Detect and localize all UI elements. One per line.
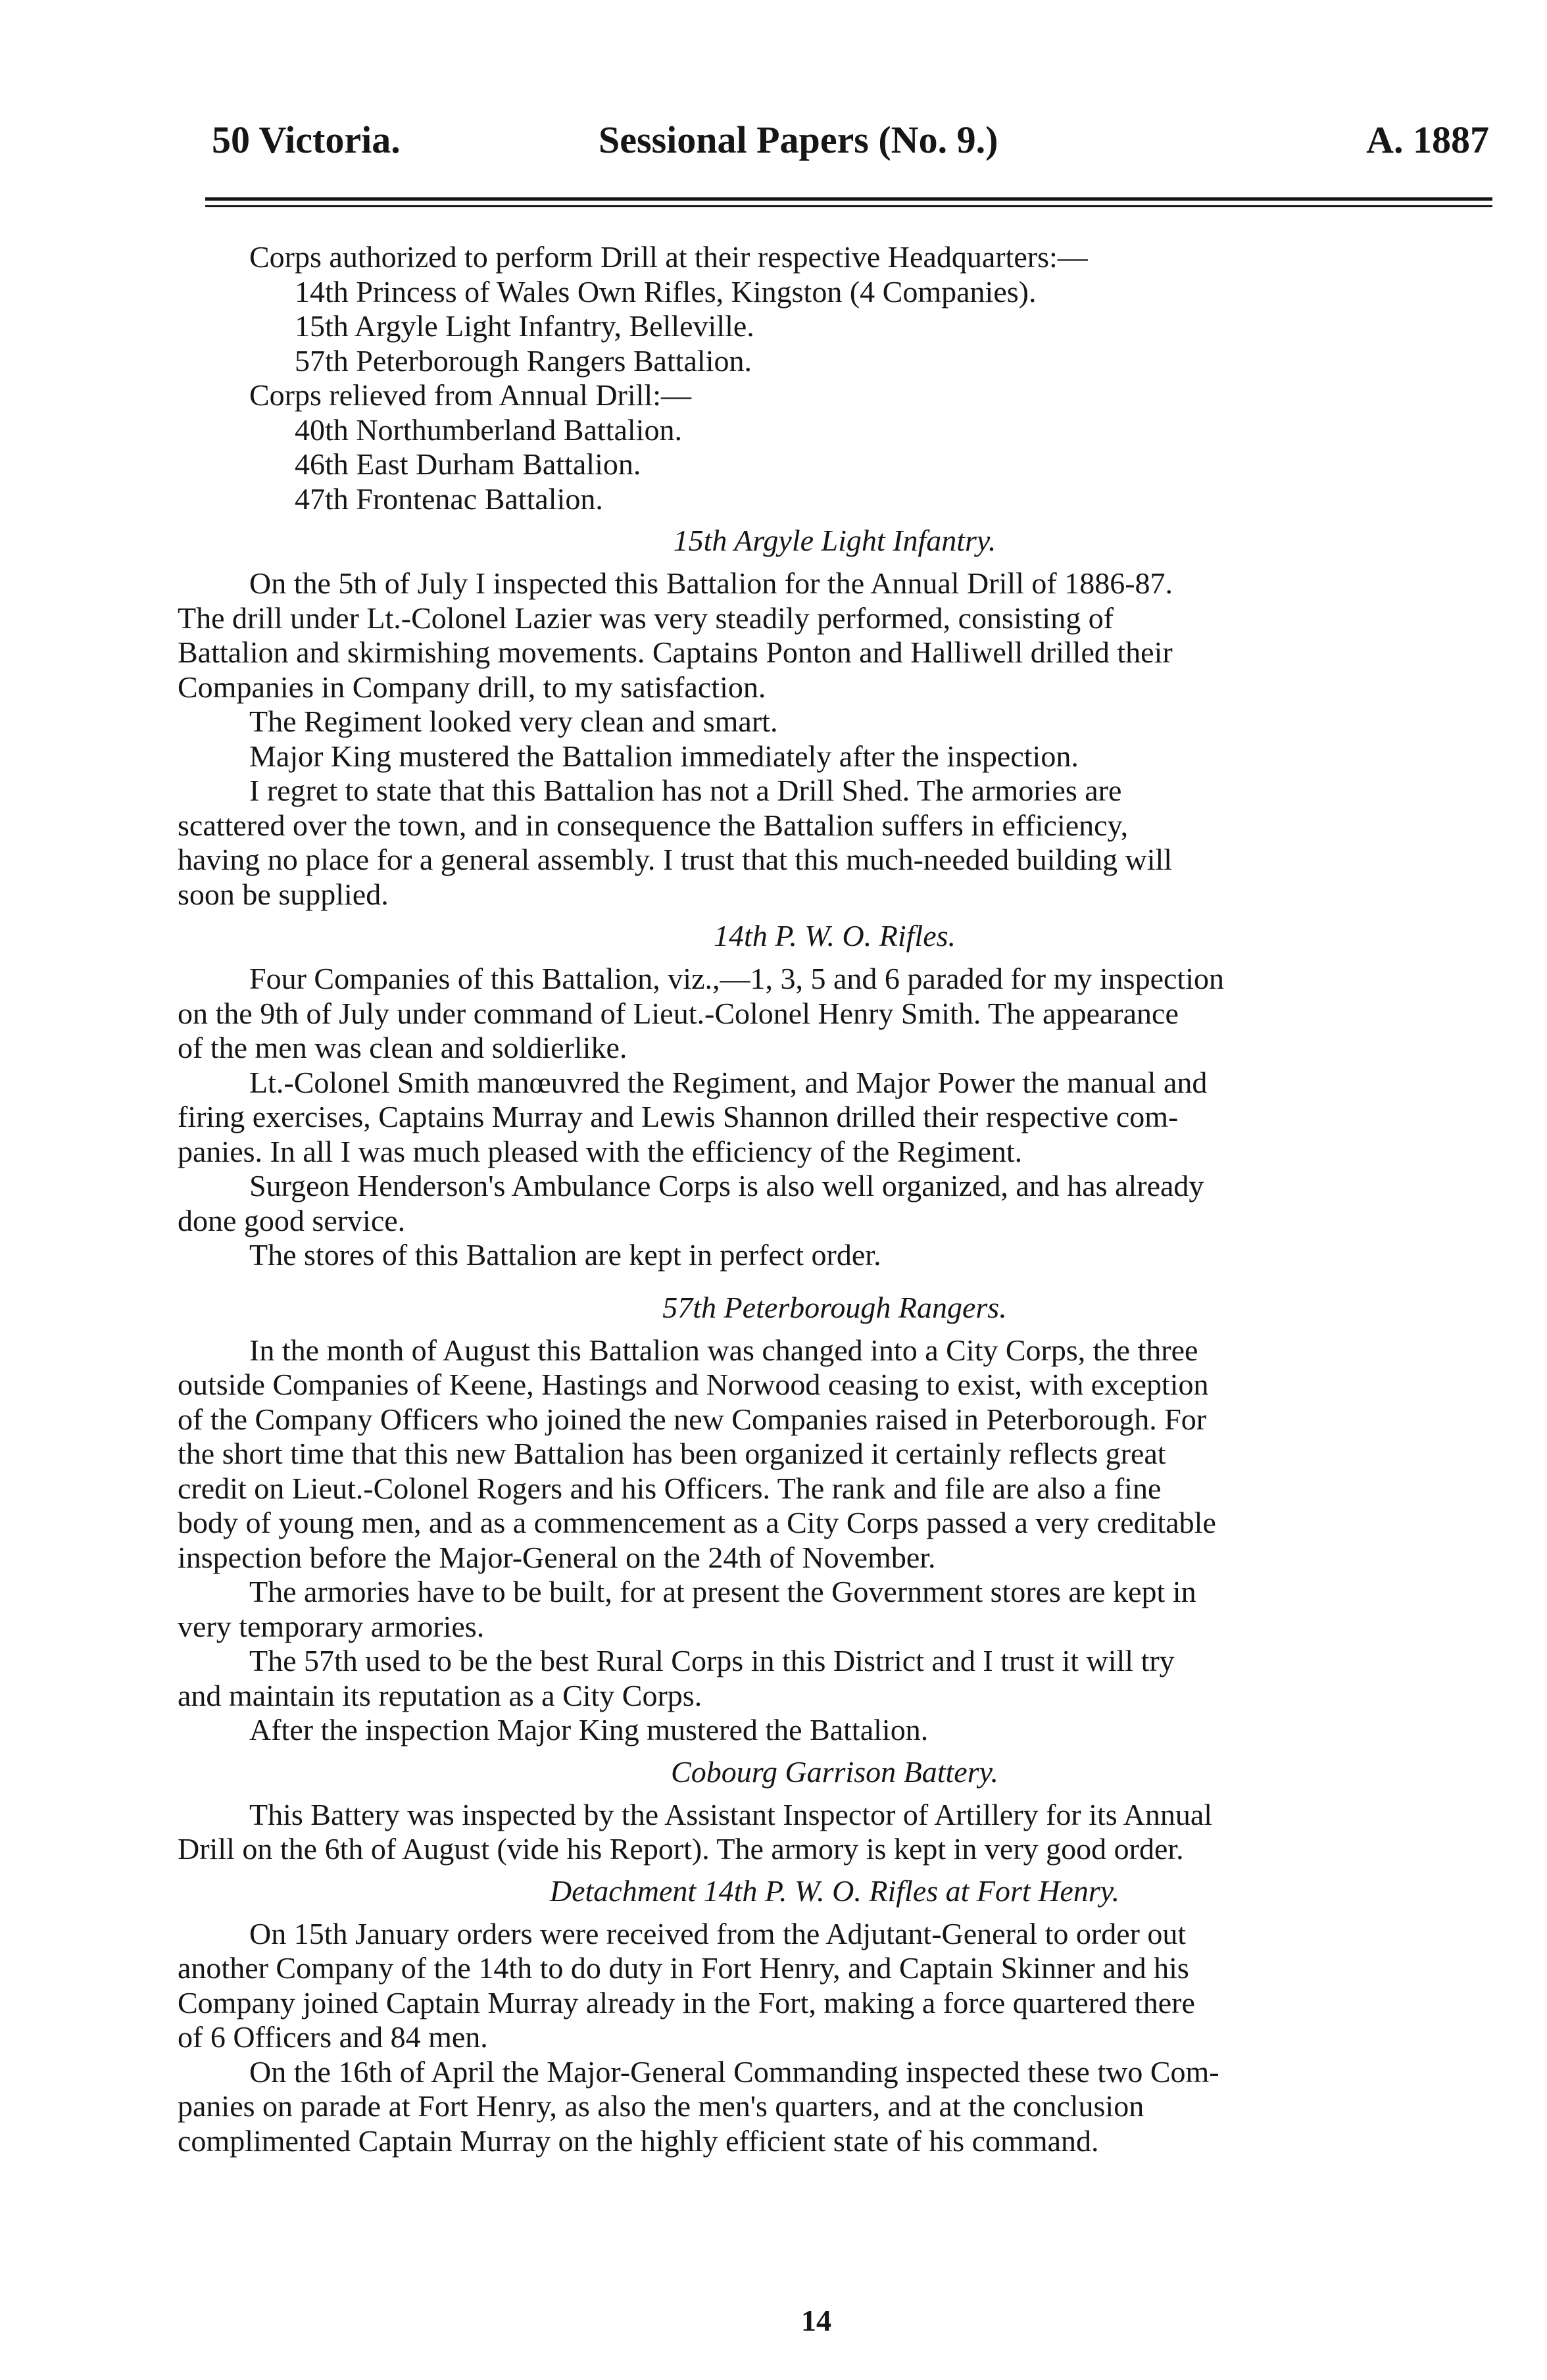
corps-authorized-intro: Corps authorized to perform Drill at their respective Headquarters:—	[249, 240, 1088, 274]
section-heading-57th-peterborough: 57th Peterborough Rangers.	[662, 1290, 1007, 1324]
text-line: of the Company Officers who joined the new Companies raised in Peterborough. For	[178, 1402, 1207, 1436]
text-line: This Battery was inspected by the Assistant Inspector of Artillery for its Annual	[249, 1797, 1213, 1831]
corps-list-item: 15th Argyle Light Infantry, Belleville.	[295, 309, 754, 343]
corps-list-item: 14th Princess of Wales Own Rifles, Kingston (4 Companies).	[295, 274, 1037, 309]
text-line: of the men was clean and soldierlike.	[178, 1031, 627, 1064]
text-line: Company joined Captain Murray already in the Fort, making a force quartered there	[178, 1985, 1195, 2020]
text-line: complimented Captain Murray on the highly efficient state of his command.	[178, 2123, 1099, 2158]
text-line: done good service.	[178, 1203, 406, 1237]
text-line: The Regiment looked very clean and smart.	[249, 705, 778, 738]
section-heading-14th-pwo: 14th P. W. O. Rifles.	[713, 919, 956, 953]
text-line: scattered over the town, and in consequence the Battalion suffers in efficiency,	[178, 808, 1129, 842]
text-line: another Company of the 14th to do duty in Fort Henry, and Captain Skinner and his	[178, 1951, 1189, 1985]
text-line: On 15th January orders were received from the Adjutant-General to order out	[249, 1916, 1187, 1950]
section-14th-pwo-text	[178, 962, 1492, 1273]
text-line: inspection before the Major-General on the 24th of November.	[178, 1540, 936, 1574]
text-line: body of young men, and as a commencement as a City Corps passed a very creditable	[178, 1506, 1216, 1539]
text-line: Drill on the 6th of August (vide his Report). The armory is kept in very good order.	[178, 1832, 1184, 1866]
corps-relieved-item: 46th East Durham Battalion.	[295, 447, 641, 481]
text-line: Companies in Company drill, to my satisfaction.	[178, 670, 766, 704]
text-line: outside Companies of Keene, Hastings and Norwood ceasing to exist, with exception	[178, 1368, 1209, 1401]
text-line: Battalion and skirmishing movements. Captains Ponton and Halliwell drilled their	[178, 635, 1173, 669]
text-line: very temporary armories.	[178, 1609, 485, 1643]
text-line: firing exercises, Captains Murray and Lewis Shannon drilled their respective com-	[178, 1100, 1179, 1133]
section-cobourg-text	[178, 1798, 1492, 1867]
header-year: A. 1887	[1366, 118, 1489, 161]
text-line: Major King mustered the Battalion immediately after the inspection.	[249, 739, 1079, 773]
text-line: of 6 Officers and 84 men.	[178, 2020, 488, 2054]
section-57th-peterborough-text	[178, 1333, 1492, 1748]
text-line: I regret to state that this Battalion has not a Drill Shed. The armories are	[249, 774, 1122, 807]
text-line: panies on parade at Fort Henry, as also the men's quarters, and at the conclusion	[178, 2089, 1144, 2123]
text-line: the short time that this new Battalion has been organized it certainly reflects great	[178, 1437, 1166, 1470]
text-line: After the inspection Major King mustered the Battalion.	[249, 1713, 929, 1747]
corps-relieved-item: 47th Frontenac Battalion.	[295, 482, 603, 516]
page-body	[178, 240, 1492, 2158]
section-15th-argyle-text	[178, 566, 1492, 912]
text-line: panies. In all I was much pleased with the efficiency of the Regiment.	[178, 1134, 1023, 1168]
header-series: Sessional Papers (No. 9.)	[599, 118, 998, 161]
running-header	[212, 117, 1489, 163]
text-line: The drill under Lt.-Colonel Lazier was very steadily performed, consisting of	[178, 601, 1114, 635]
corps-list-item: 57th Peterborough Rangers Battalion.	[295, 343, 752, 378]
text-line: on the 9th of July under command of Lieut.-Colonel Henry Smith. The appearance	[178, 996, 1179, 1030]
header-rule-thick	[205, 197, 1492, 201]
text-line: In the month of August this Battalion was changed into a City Corps, the three	[249, 1333, 1198, 1367]
section-heading-fort-henry: Detachment 14th P. W. O. Rifles at Fort Henry.	[549, 1873, 1120, 1908]
text-line: Four Companies of this Battalion, viz.,—1, 3, 5 and 6 paraded for my inspection	[249, 962, 1224, 995]
text-line: soon be supplied.	[178, 877, 389, 911]
text-line: having no place for a general assembly. I trust that this much-needed building will	[178, 843, 1173, 876]
section-fort-henry-text	[178, 1917, 1492, 2159]
section-heading-cobourg: Cobourg Garrison Battery.	[671, 1754, 998, 1789]
text-line: On the 16th of April the Major-General Commanding inspected these two Com-	[249, 2054, 1219, 2089]
text-line: The 57th used to be the best Rural Corps in this District and I trust it will try	[249, 1644, 1175, 1677]
text-line: Surgeon Henderson's Ambulance Corps is also well organized, and has already	[249, 1169, 1204, 1202]
text-line: The armories have to be built, for at present the Government stores are kept in	[249, 1575, 1196, 1608]
text-line: credit on Lieut.-Colonel Rogers and his Officers. The rank and file are also a fine	[178, 1471, 1162, 1505]
text-line: Lt.-Colonel Smith manœuvred the Regiment, and Major Power the manual and	[249, 1065, 1208, 1099]
page-number: 14	[801, 2304, 831, 2337]
text-line: On the 5th of July I inspected this Battalion for the Annual Drill of 1886-87.	[249, 566, 1173, 600]
text-line: The stores of this Battalion are kept in perfect order.	[249, 1238, 881, 1272]
text-line: and maintain its reputation as a City Corps.	[178, 1678, 702, 1712]
corps-relieved-intro: Corps relieved from Annual Drill:—	[249, 378, 691, 412]
header-rule-thin	[205, 205, 1492, 207]
corps-relieved-item: 40th Northumberland Battalion.	[295, 412, 682, 447]
header-volume: 50 Victoria.	[212, 118, 401, 161]
section-heading-15th-argyle: 15th Argyle Light Infantry.	[673, 524, 996, 557]
